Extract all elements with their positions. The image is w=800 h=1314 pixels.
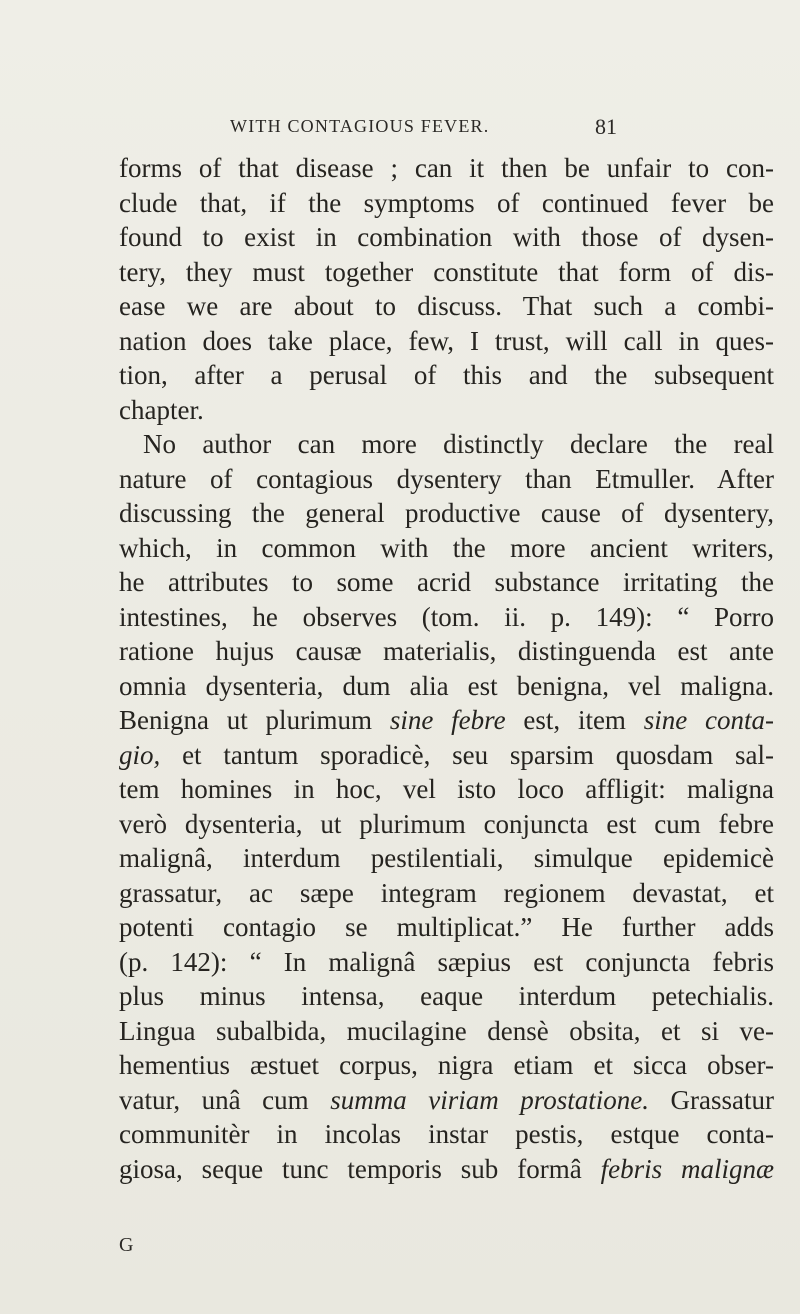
text-line (119, 358, 774, 393)
text-line (119, 565, 774, 600)
text-line (119, 393, 774, 428)
text-line (119, 703, 774, 738)
text-line (119, 289, 774, 324)
text-line (119, 427, 774, 462)
running-title: WITH CONTAGIOUS FEVER. (230, 116, 490, 136)
text-segment: he attributes to some acrid substance irritating the (119, 567, 774, 597)
text-segment: malignâ, interdum pestilentiali, simulque epidemicè (119, 843, 774, 873)
text-line (119, 772, 774, 807)
text-line (119, 1117, 774, 1152)
text-segment: nature of contagious dysentery than Etmuller. After (119, 463, 774, 494)
text-segment: plus minus intensa, eaque interdum petechialis. (119, 981, 774, 1011)
text-segment: communitèr in incolas instar pestis, estque conta- (119, 1119, 774, 1149)
text-segment: (p. 142): “ In malignâ sæpius est conjuncta febris (119, 946, 774, 977)
body-text (119, 151, 774, 1186)
text-line (119, 600, 774, 635)
text-line (119, 531, 774, 566)
text-line (119, 496, 774, 531)
text-segment: tery, they must together constitute that form of dis- (119, 256, 774, 287)
text-line (119, 220, 774, 255)
text-segment: nation does take place, few, I trust, will call in ques- (119, 325, 774, 356)
text-line (119, 1048, 774, 1083)
text-line (119, 255, 774, 290)
text-line (119, 324, 774, 359)
text-segment: No author can more distinctly declare the real (143, 429, 774, 459)
page-number: 81 (595, 114, 617, 139)
text-segment: tion, after a perusal of this and the subsequent (119, 360, 774, 390)
italic-phrase: sine conta- (643, 705, 774, 735)
text-line (119, 151, 774, 186)
text-line (119, 1152, 774, 1187)
running-head (120, 116, 770, 142)
text-segment: potenti contagio se multiplicat.” He further adds (119, 912, 774, 942)
text-line (119, 910, 774, 945)
text-line (119, 462, 774, 497)
text-line (119, 738, 774, 773)
text-line (119, 945, 774, 980)
text-line (119, 841, 774, 876)
text-segment: giosa, seque tunc temporis sub formâ (119, 1153, 601, 1184)
text-segment: forms of that disease ; can it then be unfair to con- (119, 153, 774, 183)
text-line (119, 186, 774, 221)
text-segment: vatur, unâ cum (119, 1084, 331, 1115)
text-line (119, 876, 774, 911)
text-segment: omnia dysenteria, dum alia est benigna, vel maligna. (119, 670, 774, 701)
text-segment: Benigna ut plurimum (119, 705, 390, 735)
text-segment: est, item (505, 705, 644, 735)
text-line (119, 1083, 774, 1118)
text-segment: hementius æstuet corpus, nigra etiam et sicca obser- (119, 1050, 774, 1080)
text-line (119, 807, 774, 842)
text-segment: which, in common with the more ancient writers, (119, 532, 774, 563)
text-segment: et tantum sporadicè, seu sparsim quosdam sal- (160, 739, 774, 770)
text-segment: found to exist in combination with those of dysen- (119, 222, 774, 252)
text-segment: grassatur, ac sæpe integram regionem devastat, et (119, 877, 774, 908)
italic-phrase: sine febre (389, 705, 506, 735)
text-segment: discussing the general productive cause of dysentery, (119, 498, 774, 528)
text-line (119, 1014, 774, 1049)
italic-phrase: gio, (119, 739, 161, 770)
text-segment: intestines, he observes (tom. ii. p. 149): “ Porro (119, 601, 774, 632)
signature-mark: G (119, 1234, 134, 1256)
text-line (119, 669, 774, 704)
text-segment: tem homines in hoc, vel isto loco affligit: maligna (119, 774, 774, 804)
italic-phrase: febris malignæ (600, 1153, 774, 1184)
text-line (119, 634, 774, 669)
text-segment: chapter. (119, 394, 204, 425)
text-segment: ratione hujus causæ materialis, distinguenda est ante (119, 636, 774, 666)
text-segment: clude that, if the symptoms of continued fever be (119, 187, 774, 218)
italic-phrase: summa viriam prostatione. (330, 1084, 650, 1115)
text-segment: Lingua subalbida, mucilagine densè obsita, et si ve- (119, 1015, 774, 1046)
text-segment: ease we are about to discuss. That such a combi- (119, 291, 774, 321)
text-segment: verò dysenteria, ut plurimum conjuncta est cum febre (119, 808, 774, 839)
text-line (119, 979, 774, 1014)
text-segment: Grassatur (649, 1084, 775, 1115)
